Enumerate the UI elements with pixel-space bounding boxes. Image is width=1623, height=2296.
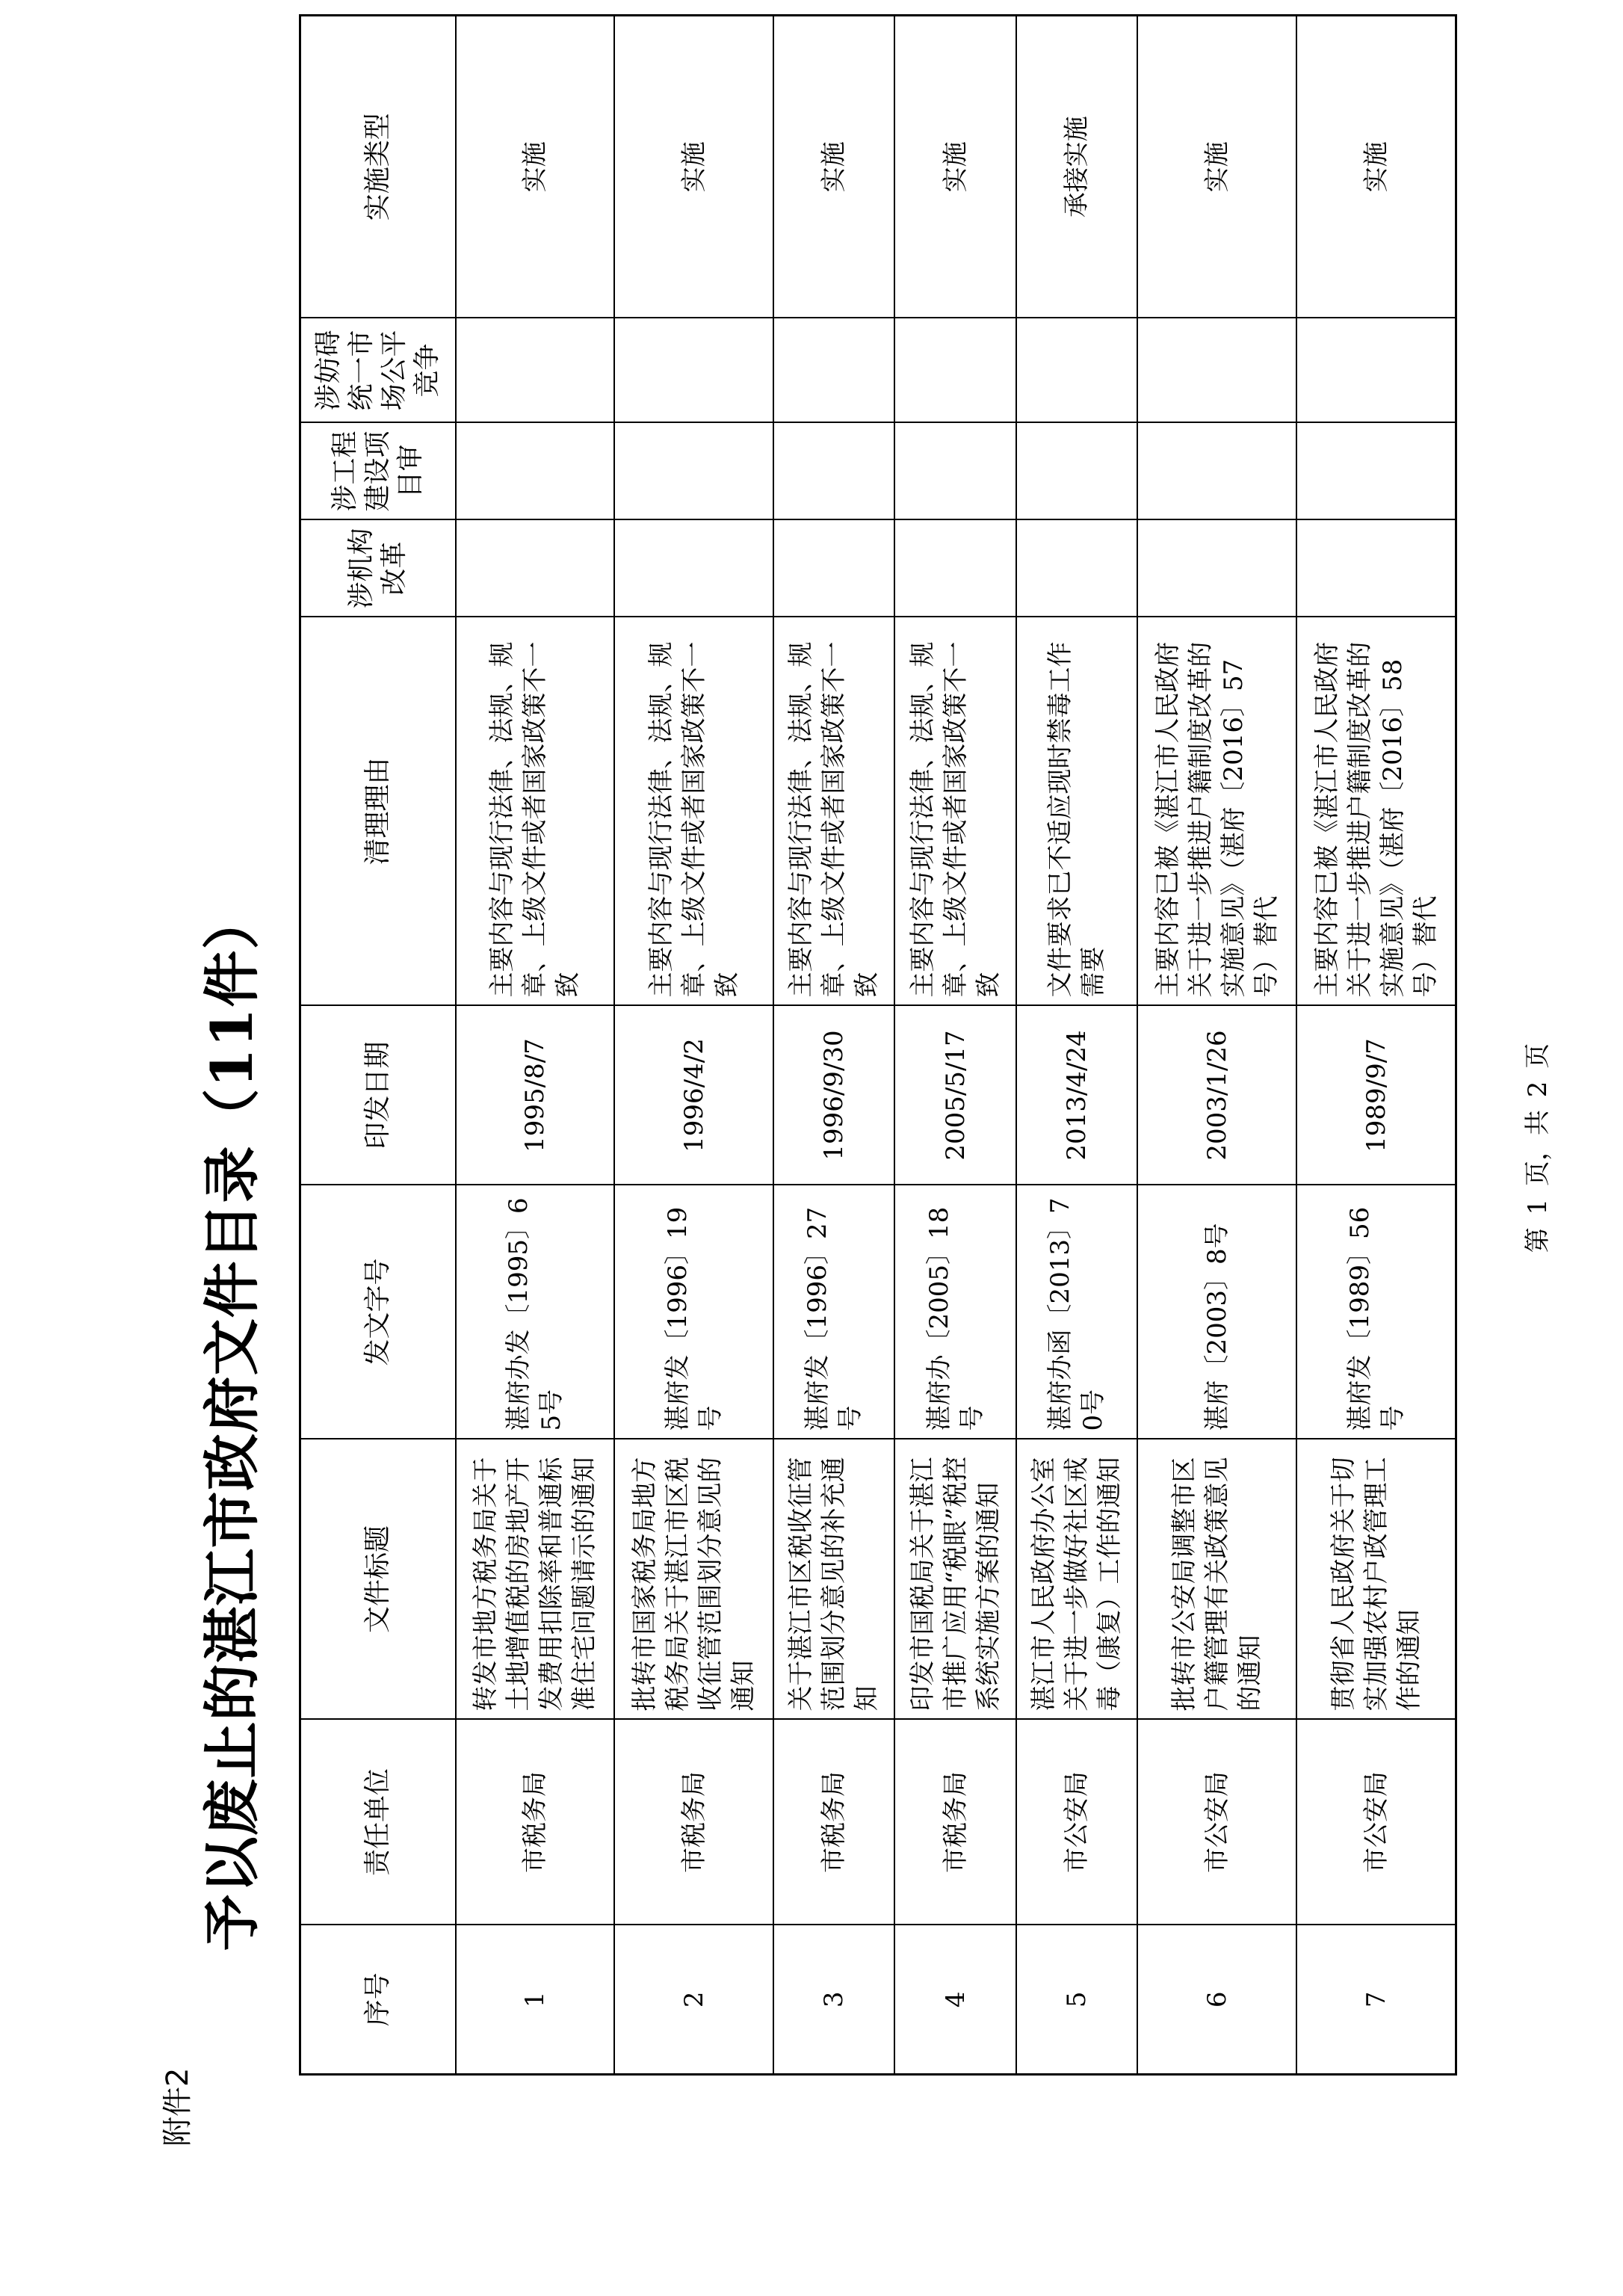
cell-doc-no: 湛府办函〔2013〕70号 [1016, 1185, 1137, 1439]
cell-fair-competition [456, 318, 615, 423]
table-row [773, 16, 894, 2075]
cell-project-review [1016, 423, 1137, 520]
cell-seq: 3 [773, 1925, 894, 2075]
page-footer: 第 1 页，共 2 页 [1523, 1043, 1553, 1253]
cell-reason: 主要内容与现行法律、法规、规章、上级文件或者国家政策不一致 [614, 617, 773, 1006]
header-fair-competition: 涉妨碍统一市场公平竞争 [300, 318, 456, 423]
table-row [1016, 16, 1137, 2075]
cell-impl-type: 实施 [894, 16, 1015, 318]
cell-doc-title: 转发市地方税务局关于土地增值税的房地产开发费用扣除率和普通标准住宅问题请示的通知 [456, 1439, 615, 1720]
cell-unit: 市税务局 [894, 1720, 1015, 1925]
header-date: 印发日期 [300, 1006, 456, 1185]
cell-reason: 主要内容与现行法律、法规、规章、上级文件或者国家政策不一致 [456, 617, 615, 1006]
header-org-reform: 涉机构改革 [300, 520, 456, 617]
cell-seq: 2 [614, 1925, 773, 2075]
page-title: 予以废止的湛江市政府文件目录（11件） [199, 892, 265, 1951]
header-impl-type: 实施类型 [300, 16, 456, 318]
cell-fair-competition [614, 318, 773, 423]
cell-reason: 主要内容已被《湛江市人民政府关于进一步推进户籍制度改革的实施意见》（湛府〔2016〕57号）替代 [1137, 617, 1296, 1006]
cell-reason: 主要内容与现行法律、法规、规章、上级文件或者国家政策不一致 [894, 617, 1015, 1006]
cell-impl-type: 实施 [456, 16, 615, 318]
cell-impl-type: 实施 [1296, 16, 1456, 318]
cell-date: 2005/5/17 [894, 1006, 1015, 1185]
cell-unit: 市税务局 [773, 1720, 894, 1925]
cell-doc-title: 印发市国税局关于湛江市推广应用“税眼”税控系统实施方案的通知 [894, 1439, 1015, 1720]
cell-unit: 市公安局 [1137, 1720, 1296, 1925]
cell-date: 1996/9/30 [773, 1006, 894, 1185]
table-header-row [300, 16, 456, 2075]
cell-doc-title: 批转市公安局调整市区户籍管理有关政策意见的通知 [1137, 1439, 1296, 1720]
cell-org-reform [614, 520, 773, 617]
cell-reason: 文件要求已不适应现时禁毒工作需要 [1016, 617, 1137, 1006]
cell-doc-no: 湛府办〔2005〕18号 [894, 1185, 1015, 1439]
cell-reason: 主要内容已被《湛江市人民政府关于进一步推进户籍制度改革的实施意见》（湛府〔2016〕58号）替代 [1296, 617, 1456, 1006]
cell-fair-competition [1137, 318, 1296, 423]
cell-date: 2003/1/26 [1137, 1006, 1296, 1185]
cell-project-review [1137, 423, 1296, 520]
cell-org-reform [1016, 520, 1137, 617]
cell-reason: 主要内容与现行法律、法规、规章、上级文件或者国家政策不一致 [773, 617, 894, 1006]
cell-doc-title: 贯彻省人民政府关于切实加强农村户政管理工作的通知 [1296, 1439, 1456, 1720]
table-row [614, 16, 773, 2075]
cell-doc-no: 湛府发〔1996〕27号 [773, 1185, 894, 1439]
cell-org-reform [773, 520, 894, 617]
cell-unit: 市税务局 [456, 1720, 615, 1925]
cell-project-review [456, 423, 615, 520]
cell-org-reform [1296, 520, 1456, 617]
cell-impl-type: 实施 [614, 16, 773, 318]
cell-unit: 市公安局 [1016, 1720, 1137, 1925]
cell-doc-title: 批转市国家税务局地方税务局关于湛江市区税收征管范围划分意见的通知 [614, 1439, 773, 1720]
table-row [1137, 16, 1296, 2075]
cell-fair-competition [1296, 318, 1456, 423]
table-row [456, 16, 615, 2075]
cell-date: 2013/4/24 [1016, 1006, 1137, 1185]
cell-date: 1989/9/7 [1296, 1006, 1456, 1185]
cell-seq: 4 [894, 1925, 1015, 2075]
cell-seq: 1 [456, 1925, 615, 2075]
cell-org-reform [894, 520, 1015, 617]
attachment-label: 附件2 [161, 2067, 195, 2147]
cell-project-review [894, 423, 1015, 520]
header-reason: 清理理由 [300, 617, 456, 1006]
cell-org-reform [1137, 520, 1296, 617]
cell-doc-title: 关于湛江市区税收征管范围划分意见的补充通知 [773, 1439, 894, 1720]
header-project-review: 涉工程建设项目审 [300, 423, 456, 520]
cell-doc-no: 湛府办发〔1995〕65号 [456, 1185, 615, 1439]
table-row [1296, 16, 1456, 2075]
cell-doc-title: 湛江市人民政府办公室关于进一步做好社区戒毒（康复）工作的通知 [1016, 1439, 1137, 1720]
cell-seq: 7 [1296, 1925, 1456, 2075]
cell-seq: 5 [1016, 1925, 1137, 2075]
cell-impl-type: 实施 [773, 16, 894, 318]
header-doc-title: 文件标题 [300, 1439, 456, 1720]
cell-date: 1996/4/2 [614, 1006, 773, 1185]
cell-fair-competition [1016, 318, 1137, 423]
cell-project-review [773, 423, 894, 520]
cell-date: 1995/8/7 [456, 1006, 615, 1185]
cell-project-review [614, 423, 773, 520]
table-row [894, 16, 1015, 2075]
cell-fair-competition [894, 318, 1015, 423]
cell-impl-type: 实施 [1137, 16, 1296, 318]
header-doc-no: 发文字号 [300, 1185, 456, 1439]
cell-doc-no: 湛府〔2003〕8号 [1137, 1185, 1296, 1439]
cell-unit: 市公安局 [1296, 1720, 1456, 1925]
cell-seq: 6 [1137, 1925, 1296, 2075]
cell-impl-type: 承接实施 [1016, 16, 1137, 318]
cell-unit: 市税务局 [614, 1720, 773, 1925]
cell-doc-no: 湛府发〔1989〕56号 [1296, 1185, 1456, 1439]
header-seq: 序号 [300, 1925, 456, 2075]
cell-org-reform [456, 520, 615, 617]
document-table [299, 14, 1457, 2076]
cell-project-review [1296, 423, 1456, 520]
cell-fair-competition [773, 318, 894, 423]
header-unit: 责任单位 [300, 1720, 456, 1925]
cell-doc-no: 湛府发〔1996〕19号 [614, 1185, 773, 1439]
